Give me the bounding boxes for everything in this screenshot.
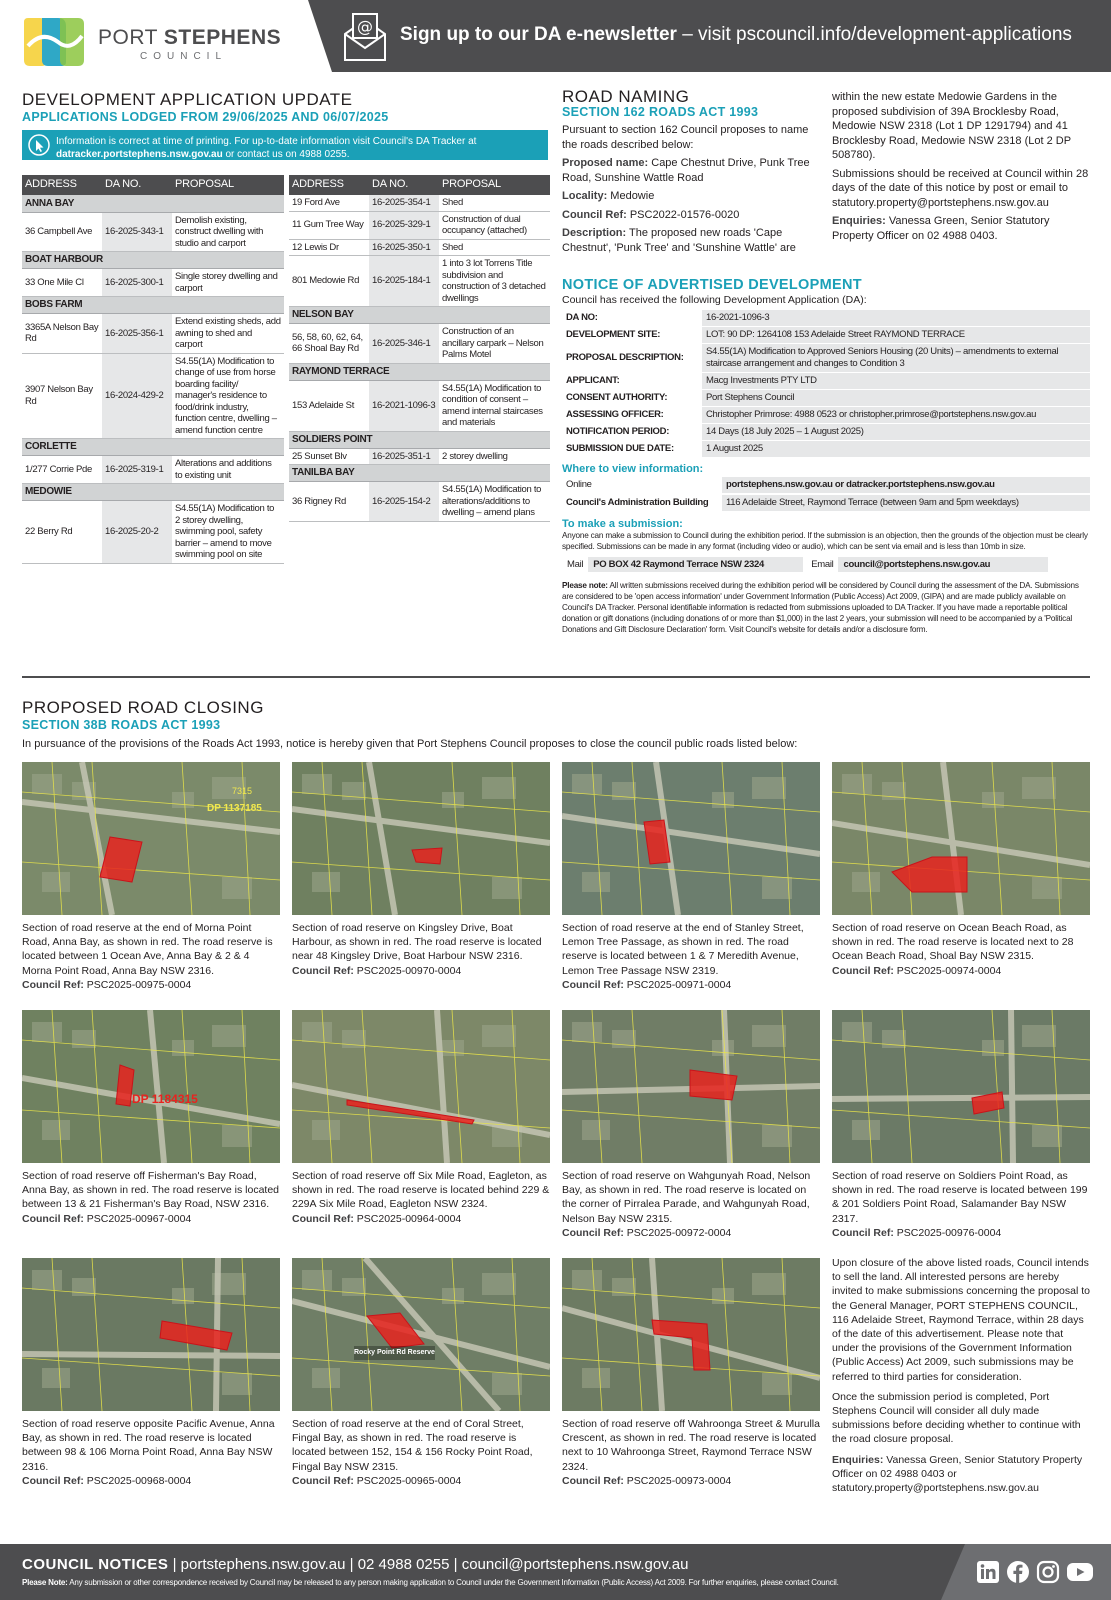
road-naming-continued	[832, 90, 1090, 247]
council-ref-value: PSC2025-00973-0004	[623, 1474, 732, 1487]
detail-label: DA NO:	[562, 310, 702, 327]
road-closing-p2: Once the submission period is completed, Port Stephens Council will consider all duly made submissions before deciding whether to continue with the road closure proposal.	[832, 1390, 1081, 1446]
logo-wordmark: PORT STEPHENS	[98, 26, 282, 49]
detail-value: LOT: 90 DP: 1264108 153 Adelaide Street RAYMOND TERRACE	[702, 327, 1090, 344]
da-proposal: Shed	[439, 239, 550, 256]
detail-value: Port Stephens Council	[702, 390, 1090, 407]
locality: Locality: Medowie	[562, 190, 655, 202]
suburb-heading	[289, 465, 550, 482]
da-number: 16-2021-1096-3	[369, 380, 439, 431]
col-header-da-no: DA NO.	[369, 175, 439, 195]
detail-label: PROPOSAL DESCRIPTION:	[562, 344, 702, 373]
da-detail-row	[562, 344, 1090, 373]
da-number: 16-2025-329-1	[369, 211, 439, 239]
description: Description: The proposed new roads 'Cape Chestnut', 'Punk Tree' and 'Sunshine Wattle' are	[562, 227, 796, 254]
suburb-heading	[22, 252, 284, 269]
council-ref: Council Ref: PSC2022-01576-0020	[562, 208, 740, 221]
da-proposal: S4.55(1A) Modification to change of use from horse boarding facility/ manager's residence to food/drink industry, function centre, dwelling – amend function centre	[172, 353, 284, 439]
da-number: 16-2024-429-2	[102, 353, 172, 439]
da-number: 16-2025-300-1	[102, 269, 172, 297]
da-table-left	[22, 175, 284, 564]
da-row	[289, 448, 550, 465]
council-ref-value: PSC2025-00972-0004	[623, 1226, 732, 1239]
council-ref-value: PSC2025-00967-0004	[83, 1212, 192, 1225]
suburb-name: SOLDIERS POINT	[289, 431, 550, 448]
instagram-icon[interactable]	[1036, 1560, 1060, 1584]
suburb-name: ANNA BAY	[22, 195, 284, 212]
youtube-icon[interactable]	[1066, 1560, 1094, 1584]
da-row	[22, 314, 284, 354]
please-note: Please note: All written submissions received during the exhibition period will be considered by Council during the assessment of the DA. Submissions are considered to be 'open access information' under Government Information (Public Access) Act 2009, (GIPA) and are made publicly available on Council's DA Tracker. Personal identifiable information is redacted from submissions uploaded to DA Tracker. If you have made a reportable political donation or gift donations (including donations of or more than $1,000) in the last 2 years, your submission will need to be accompanied by a 'Political Donations and Gift Disclosure Declaration' form. Visit Council's website for details and/or a disclosure form.	[562, 581, 1079, 634]
detail-value: 16-2021-1096-3	[702, 310, 1090, 327]
detail-value: Macg Investments PTY LTD	[702, 373, 1090, 390]
road-closing-caption: Section of road reserve on Kingsley Drive, Boat Harbour, as shown in red. The road reserve is located near 48 Kingsley Drive, Boat Harbour NSW 2316. Council Ref: PSC2025-00970-0004	[292, 922, 542, 977]
detail-label: SUBMISSION DUE DATE:	[562, 441, 702, 458]
cursor-click-icon	[28, 134, 50, 156]
map-label: DP 1184315	[132, 1092, 198, 1106]
col-header-proposal: PROPOSAL	[172, 175, 284, 195]
aerial-map-image	[292, 762, 550, 915]
detail-label: NOTIFICATION PERIOD:	[562, 424, 702, 441]
aerial-map-image	[22, 1258, 280, 1411]
da-proposal: Alterations and additions to existing unit	[172, 456, 284, 484]
da-address: 153 Adelaide St	[289, 380, 369, 431]
da-address: 56, 58, 60, 62, 64, 66 Shoal Bay Rd	[289, 324, 369, 364]
col-header-proposal: PROPOSAL	[439, 175, 550, 195]
da-row	[22, 353, 284, 439]
aerial-map-image	[562, 762, 820, 915]
da-address: 801 Medowie Rd	[289, 256, 369, 307]
email-address[interactable]: council@portstephens.nsw.gov.au	[838, 557, 1048, 572]
road-closing-caption: Section of road reserve off Wahroonga Street & Murulla Crescent, as shown in red. The road reserve is located next to 10 Wahroonga Street, Raymond Terrace NSW 2324. Council Ref: PSC2025-00973-0004	[562, 1418, 820, 1487]
aerial-map-image	[292, 1010, 550, 1163]
map-label-secondary: 7315	[232, 786, 253, 796]
suburb-name: BOAT HARBOUR	[22, 252, 284, 269]
da-detail-row	[562, 441, 1090, 458]
da-address: 22 Berry Rd	[22, 501, 102, 564]
road-naming-subtitle: SECTION 162 ROADS ACT 1993	[562, 104, 759, 119]
suburb-name: TANILBA BAY	[289, 465, 550, 482]
detail-label: DEVELOPMENT SITE:	[562, 327, 702, 344]
da-proposal: 1 into 3 lot Torrens Title subdivision and construction of 3 detached dwellings	[439, 256, 550, 307]
footer-contacts: COUNCIL NOTICES | portstephens.nsw.gov.au | 02 4988 0255 | council@portstephens.nsw.gov.au	[22, 1556, 689, 1573]
contact-table: Mail PO BOX 42 Raymond Terrace NSW 2324 Email council@portstephens.nsw.gov.au	[562, 557, 1048, 572]
council-ref-value: PSC2025-00975-0004	[83, 978, 192, 991]
road-closing-caption: Section of road reserve at the end of Stanley Street, Lemon Tree Passage, as shown in red. The road reserve is located between 1 & 7 Meredith Avenue, Lemon Tree Passage NSW 2319. Council Ref: PSC2025-00971-0004	[562, 922, 804, 991]
detail-value: S4.55(1A) Modification to Approved Seniors Housing (20 Units) – amendments to external staircase arrangement and changes to Condition 3	[702, 344, 1090, 373]
road-closing-card	[562, 1010, 820, 1240]
da-row	[289, 256, 550, 307]
council-ref-value: PSC2025-00971-0004	[623, 978, 732, 991]
road-closing-card	[292, 1258, 550, 1488]
suburb-heading	[22, 484, 284, 501]
port-stephens-logo-icon	[20, 16, 88, 68]
aerial-map-image	[562, 1010, 820, 1163]
da-number: 16-2025-154-2	[369, 482, 439, 522]
road-closing-caption: Section of road reserve on Soldiers Point Road, as shown in red. The road reserve is located between 199 & 201 Soldiers Point Road, Salamander Bay NSW 2317. Council Ref: PSC2025-00976-0004	[832, 1170, 1088, 1239]
detail-label: APPLICANT:	[562, 373, 702, 390]
da-proposal: Construction of an ancillary carpark – Nelson Palms Motel	[439, 324, 550, 364]
da-proposal: Extend existing sheds, add awning to shed and carport	[172, 314, 284, 354]
road-naming-intro: Pursuant to section 162 Council proposes to name the roads described below:	[562, 124, 809, 151]
da-detail-row	[562, 310, 1090, 327]
detail-label: CONSENT AUTHORITY:	[562, 390, 702, 407]
aerial-map-image	[22, 1010, 280, 1163]
da-address: 12 Lewis Dr	[289, 239, 369, 256]
da-update-section	[22, 90, 550, 160]
da-details-table	[562, 310, 1090, 458]
da-number: 16-2025-354-1	[369, 195, 439, 211]
road-naming-section	[562, 87, 816, 255]
road-closing-caption: Section of road reserve at the end of Coral Street, Fingal Bay, as shown in red. The road reserve is located between 152, 154 & 156 Rocky Point Road, Fingal Bay NSW 2315. Council Ref: PSC2025-00965-0004	[292, 1418, 533, 1487]
da-proposal: Demolish existing, construct dwelling with studio and carport	[172, 212, 284, 252]
da-address: 25 Sunset Blv	[289, 448, 369, 465]
linkedin-icon[interactable]	[976, 1560, 1000, 1584]
council-ref-value: PSC2025-00964-0004	[353, 1212, 462, 1225]
detail-label: ASSESSING OFFICER:	[562, 407, 702, 424]
council-ref-value: PSC2025-00965-0004	[353, 1474, 462, 1487]
da-address: 36 Rigney Rd	[289, 482, 369, 522]
da-detail-row	[562, 424, 1090, 441]
da-address: 3907 Nelson Bay Rd	[22, 353, 102, 439]
council-ref-value: PSC2025-00974-0004	[893, 964, 1002, 977]
proposed-name: Proposed name: Cape Chestnut Drive, Punk Tree Road, Sunshine Wattle Road	[562, 157, 810, 184]
road-closing-caption: Section of road reserve on Ocean Beach Road, as shown in red. The road reserve is located next to 28 Ocean Beach Road, Shoal Bay NSW 2315. Council Ref: PSC2025-00974-0004	[832, 922, 1074, 977]
advertised-development-intro: Council has received the following Development Application (DA):	[562, 294, 867, 306]
da-address: 33 One Mile Cl	[22, 269, 102, 297]
aerial-map-image	[292, 1258, 550, 1411]
da-detail-row	[562, 327, 1090, 344]
map-label: DP 1137185	[207, 803, 262, 814]
suburb-name: CORLETTE	[22, 439, 284, 456]
logo-area	[0, 0, 330, 72]
road-closing-card	[832, 1010, 1090, 1240]
da-number: 16-2025-351-1	[369, 448, 439, 465]
road-closing-card	[562, 762, 820, 992]
suburb-name: MEDOWIE	[22, 484, 284, 501]
enquiries: Enquiries: Vanessa Green, Senior Statutory Property Officer on 02 4988 0403.	[832, 215, 1050, 242]
suburb-heading	[22, 297, 284, 314]
da-proposal: Shed	[439, 195, 550, 211]
da-row	[22, 212, 284, 252]
road-closing-title: PROPOSED ROAD CLOSING	[22, 698, 264, 717]
da-number: 16-2025-184-1	[369, 256, 439, 307]
council-ref-value: PSC2025-00970-0004	[353, 964, 462, 977]
map-label: Rocky Point Rd Reserve	[354, 1346, 435, 1360]
da-number: 16-2025-346-1	[369, 324, 439, 364]
da-proposal: 2 storey dwelling	[439, 448, 550, 465]
road-closing-card	[22, 1010, 280, 1226]
view-admin-row: Council's Administration Building 116 Adelaide Street, Raymond Terrace (between 9am and 5pm weekdays)	[562, 494, 1090, 512]
road-closing-section	[22, 698, 1090, 750]
da-number: 16-2025-319-1	[102, 456, 172, 484]
da-tracker-link[interactable]: datracker.portstephens.nsw.gov.au	[56, 149, 223, 160]
mail-address: PO BOX 42 Raymond Terrace NSW 2324	[588, 557, 803, 572]
detail-value: 14 Days (18 July 2025 – 1 August 2025)	[702, 424, 1090, 441]
road-closing-details	[832, 1256, 1090, 1501]
da-address: 36 Campbell Ave	[22, 212, 102, 252]
road-closing-enquiries: Enquiries: Vanessa Green, Senior Statutory Property Officer on 02 4988 0403 or statutory.property@portstephens.nsw.gov.au	[832, 1453, 1083, 1495]
road-closing-caption: Section of road reserve on Wahgunyah Road, Nelson Bay, as shown in red. The road reserve is located on the corner of Pirralea Parade, and Wahgunyah Road, Nelson Bay NSW 2315. Council Ref: PSC2025-00972-0004	[562, 1170, 811, 1239]
da-proposal: S4.55(1A) Modification to condition of consent – amend internal staircases and materials	[439, 380, 550, 431]
da-row	[22, 501, 284, 564]
aerial-map-image	[832, 1010, 1090, 1163]
da-detail-row	[562, 390, 1090, 407]
da-row	[289, 211, 550, 239]
road-closing-card	[22, 762, 280, 992]
road-closing-card	[22, 1258, 280, 1488]
da-address: 19 Ford Ave	[289, 195, 369, 211]
da-info-banner: Information is correct at time of printing. For up-to-date information visit Council's DA Tracker at datracker.portstephens.nsw.gov.au or contact us on 4988 0255.	[22, 130, 548, 160]
suburb-heading	[289, 431, 550, 448]
suburb-name: RAYMOND TERRACE	[289, 363, 550, 380]
suburb-name: BOBS FARM	[22, 297, 284, 314]
logo-subtitle: COUNCIL	[140, 51, 228, 62]
detail-value: 1 August 2025	[702, 441, 1090, 458]
submission-info: Submissions should be received at Council within 28 days of the date of this notice by post or email to statutory.property@portstephens.nsw.gov.au	[832, 167, 1089, 209]
suburb-heading	[289, 307, 550, 324]
da-row	[289, 380, 550, 431]
facebook-icon[interactable]	[1006, 1560, 1030, 1584]
da-proposal: S4.55(1A) Modification to alterations/additions to dwelling – amend plans	[439, 482, 550, 522]
da-row	[289, 239, 550, 256]
description-continued: within the new estate Medowie Gardens in the proposed subdivision of 39A Brocklesby Road, Medowie NSW 2318 (Lot 1 DP 1291794) and 41 Brocklesby Road, Medowie NSW 2318 (Lot 2 DP 508780).	[832, 91, 1071, 161]
da-proposal: S4.55(1A) Modification to 2 storey dwelling, swimming pool, safety barrier – amend to move swimming pool on site	[172, 501, 284, 564]
da-address: 1/277 Corrie Pde	[22, 456, 102, 484]
da-update-subtitle: APPLICATIONS LODGED FROM 29/06/2025 AND 06/07/2025	[22, 110, 389, 124]
view-online-row: Online portstephens.nsw.gov.au or datracker.portstephens.nsw.gov.au	[562, 477, 1090, 494]
road-closing-card	[562, 1258, 820, 1488]
road-closing-caption: Section of road reserve opposite Pacific Avenue, Anna Bay, as shown in red. The road reserve is located between 98 & 106 Morna Point Road, Anna Bay NSW 2316. Council Ref: PSC2025-00968-0004	[22, 1418, 275, 1487]
newsletter-signup-text[interactable]: Sign up to our DA e-newsletter – visit pscouncil.info/development-applications	[400, 24, 1072, 45]
where-to-view-title: Where to view information:	[562, 463, 704, 475]
da-row	[289, 482, 550, 522]
da-number: 16-2025-20-2	[102, 501, 172, 564]
col-header-address: ADDRESS	[289, 175, 369, 195]
da-proposal: Single storey dwelling and carport	[172, 269, 284, 297]
footer-note: Please Note: Any submission or other correspondence received by Council may be released to any person making application to Council under the Government Information (Public Access) Act 2009. For further enquiries, please contact Council.	[22, 1578, 839, 1587]
council-ref-value: PSC2025-00968-0004	[83, 1474, 192, 1487]
da-row	[289, 324, 550, 364]
advertised-development-title: NOTICE OF ADVERTISED DEVELOPMENT	[562, 277, 862, 293]
da-number: 16-2025-350-1	[369, 239, 439, 256]
footer	[0, 1544, 1111, 1600]
col-header-address: ADDRESS	[22, 175, 102, 195]
detail-value: Christopher Primrose: 4988 0523 or christopher.primrose@portstephens.nsw.gov.au	[702, 407, 1090, 424]
council-ref-value: PSC2025-00976-0004	[893, 1226, 1002, 1239]
road-naming-title: ROAD NAMING	[562, 87, 690, 106]
svg-text:@: @	[357, 17, 373, 36]
da-number: 16-2025-356-1	[102, 314, 172, 354]
road-closing-caption: Section of road reserve off Six Mile Road, Eagleton, as shown in red. The road reserve is located behind 229 & 229A Six Mile Road, Eagleton NSW 2324. Council Ref: PSC2025-00964-0004	[292, 1170, 550, 1225]
da-table-right	[289, 175, 550, 522]
da-detail-row	[562, 407, 1090, 424]
header	[0, 0, 1111, 72]
da-row	[22, 456, 284, 484]
online-links[interactable]: portstephens.nsw.gov.au or datracker.portstephens.nsw.gov.au	[722, 477, 1090, 494]
advertised-development-section	[562, 277, 1090, 635]
aerial-map-image	[832, 762, 1090, 915]
da-row	[22, 269, 284, 297]
aerial-map-image	[22, 762, 280, 915]
road-closing-subtitle: SECTION 38B ROADS ACT 1993	[22, 718, 221, 732]
road-closing-card	[832, 762, 1090, 978]
da-update-title: DEVELOPMENT APPLICATION UPDATE	[22, 90, 353, 109]
section-divider	[22, 676, 1090, 678]
da-address: 3365A Nelson Bay Rd	[22, 314, 102, 354]
suburb-heading	[22, 195, 284, 212]
da-number: 16-2025-343-1	[102, 212, 172, 252]
suburb-name: NELSON BAY	[289, 307, 550, 324]
suburb-heading	[289, 363, 550, 380]
da-proposal: Construction of dual occupancy (attached)	[439, 211, 550, 239]
aerial-map-image	[562, 1258, 820, 1411]
da-address: 11 Gum Tree Way	[289, 211, 369, 239]
road-closing-caption: Section of road reserve at the end of Morna Point Road, Anna Bay, as shown in red. The road reserve is located between 1 Ocean Ave, Anna Bay & 2 & 4 Morna Point Road, Anna Bay NSW 2316. Council Ref: PSC2025-00975-0004	[22, 922, 273, 991]
da-row	[289, 195, 550, 211]
road-closing-card	[292, 1010, 550, 1226]
make-submission-title: To make a submission:	[562, 518, 683, 530]
where-to-view-table	[562, 477, 1090, 513]
email-envelope-icon	[342, 12, 388, 62]
road-closing-card	[292, 762, 550, 978]
da-detail-row	[562, 373, 1090, 390]
col-header-da-no: DA NO.	[102, 175, 172, 195]
suburb-heading	[22, 439, 284, 456]
make-submission-text: Anyone can make a submission to Council during the exhibition period. If the submission is an objection, then the grounds of the objection must be clearly specified. Submissions can be made in any format (including video or audio), which can be sent via email and is less than 10mb in size.	[562, 531, 1088, 551]
road-closing-p1: Upon closure of the above listed roads, Council intends to sell the land. All interested persons are hereby invited to make submissions concerning the proposal to the General Manager, PORT STEPHENS COUNCIL, 116 Adelaide Street, Raymond Terrace, within 28 days of the date of this advertisement. Please note that under the provisions of the Government Information (Public Access) Act 2009, such submissions may be referred to third parties for consideration.	[832, 1257, 1090, 1383]
road-closing-caption: Section of road reserve off Fisherman's Bay Road, Anna Bay, as shown in red. The road reserve is located between 13 & 21 Fisherman's Bay Road, NSW 2316. Council Ref: PSC2025-00967-0004	[22, 1170, 280, 1225]
road-closing-intro: In pursuance of the provisions of the Roads Act 1993, notice is hereby given that Port Stephens Council proposes to close the council public roads listed below:	[22, 738, 798, 750]
